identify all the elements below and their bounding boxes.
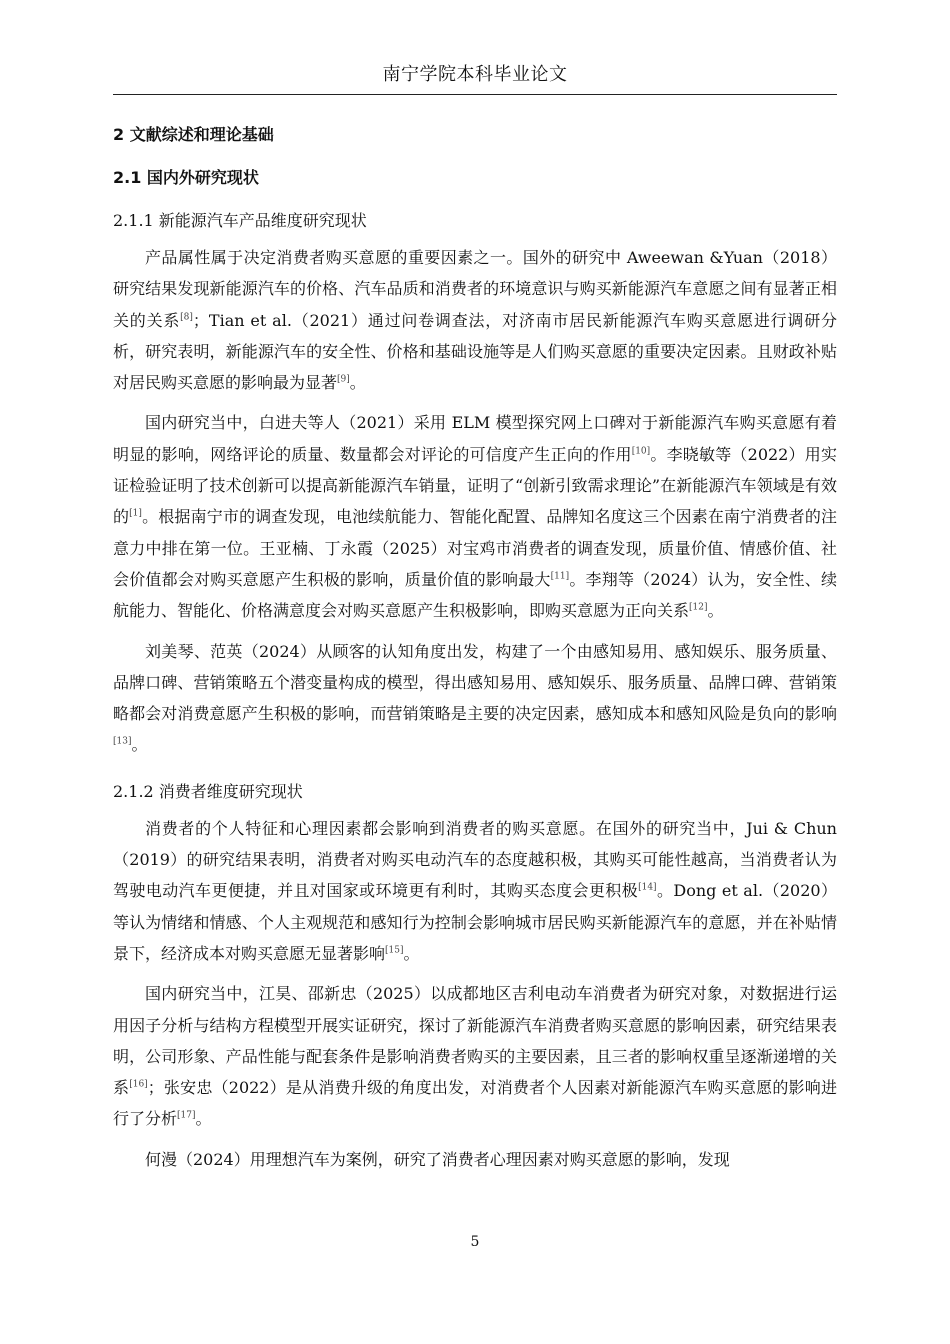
paragraph-consumer-psychology: 何漫（2024）用理想汽车为案例，研究了消费者心理因素对购买意愿的影响，发现 (145, 1149, 730, 1169)
header-rule (113, 94, 837, 95)
citation: [13] (113, 737, 132, 748)
citation: [1] (129, 509, 142, 520)
paragraph-consumer-foreign: 消费者的个人特征和心理因素都会影响到消费者的购买意愿。在国外的研究当中，Jui & Chun（2019）的研究结果表明，消费者对购买电动汽车的态度越积极，其购买可能性越高，当消费者认为驾驶电动汽车更便捷，并且对国家或环境更有利时，其购买态度会更积极[14]。Dong et al.（2020）等认为情绪和情感、个人主观规范和感知行为控制会影响城市居民购买新能源汽车的意愿，并在补贴情景下，经济成本对购买意愿无显著影响[15]。 (113, 818, 837, 963)
page-body (113, 115, 837, 1175)
paragraph-product-cognition: 刘美琴、范英（2024）从顾客的认知角度出发，构建了一个由感知易用、感知娱乐、服务质量、品牌口碑、营销策略五个潜变量构成的模型，得出感知易用、感知娱乐、服务质量、品牌口碑、营销策略都会对消费意愿产生积极的影响，而营销策略是主要的决定因素，感知成本和感知风险是负向的影响[13]。 (113, 641, 837, 755)
citation: [15] (385, 945, 404, 956)
citation: [17] (177, 1111, 196, 1122)
paragraph-product-foreign: 产品属性属于决定消费者购买意愿的重要因素之一。国外的研究中 Aweewan &Yuan（2018）研究结果发现新能源汽车的价格、汽车品质和消费者的环境意识与购买新能源汽车意愿之间有显著正相关的关系[8]；Tian et al.（2021）通过问卷调查法，对济南市居民新能源汽车购买意愿进行调研分析，研究表明，新能源汽车的安全性、价格和基础设施等是人们购买意愿的重要决定因素。且财政补贴对居民购买意愿的影响最为显著[9]。 (113, 248, 837, 393)
chapter-heading: 2 文献综述和理论基础 (113, 125, 274, 144)
subsection-heading-consumer: 2.1.2 消费者维度研究现状 (113, 781, 303, 801)
citation: [10] (631, 446, 651, 457)
running-header: 南宁学院本科毕业论文 (382, 64, 568, 85)
paragraph-consumer-domestic: 国内研究当中，江昊、邵新忠（2025）以成都地区吉利电动车消费者为研究对象，对数据进行运用因子分析与结构方程模型开展实证研究，探讨了新能源汽车消费者购买意愿的影响因素，研究结果表明，公司形象、产品性能与配套条件是影响消费者购买的主要因素，且三者的影响权重呈逐渐递增的关系[16]；张安忠（2022）是从消费升级的角度出发，对消费者个人因素对新能源汽车购买意愿的影响进行了分析[17]。 (113, 984, 837, 1129)
paragraph-product-domestic: 国内研究当中，白进夫等人（2021）采用 ELM 模型探究网上口碑对于新能源汽车购买意愿有着明显的影响，网络评论的质量、数量都会对评论的可信度产生正向的作用[10]。李晓敏等（2022）用实证检验证明了技术创新可以提高新能源汽车销量，证明了“创新引致需求理论”在新能源汽车领域是有效的[1]。根据南宁市的调查发现，电池续航能力、智能化配置、品牌知名度这三个因素在南宁消费者的注意力中排在第一位。王亚楠、丁永霞（2025）对宝鸡市消费者的调查发现，质量价值、情感价值、社会价值都会对购买意愿产生积极的影响，质量价值的影响最大[11]。李翔等（2024）认为，安全性、续航能力、智能化、价格满意度会对购买意愿产生积极影响，即购买意愿为正向关系[12]。 (113, 413, 837, 621)
citation: [8] (180, 312, 193, 323)
citation: [11] (550, 571, 570, 582)
page-number: 5 (470, 1234, 480, 1250)
citation: [14] (638, 883, 657, 894)
section-heading: 2.1 国内外研究现状 (113, 168, 259, 187)
subsection-heading-product: 2.1.1 新能源汽车产品维度研究现状 (113, 211, 367, 230)
citation: [9] (337, 374, 350, 385)
citation: [16] (129, 1079, 148, 1090)
citation: [12] (689, 602, 708, 613)
